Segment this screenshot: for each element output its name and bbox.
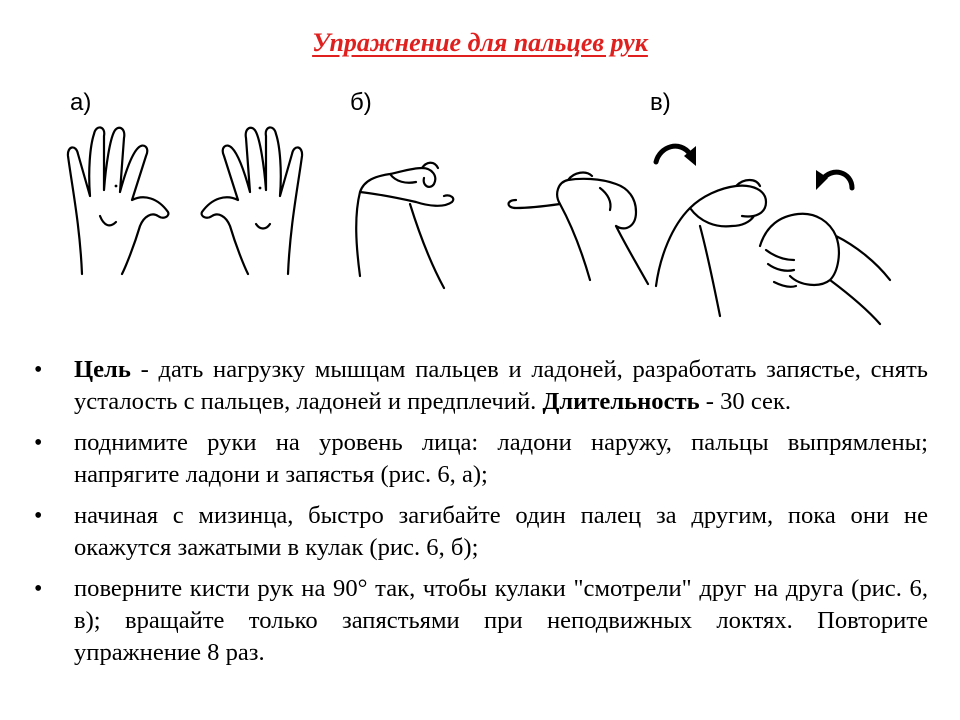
goal-label: Цель: [74, 356, 131, 383]
clenching-fingers-illustration: [356, 163, 648, 288]
goal-text: - дать нагрузку мышцам пальцев и ладоней, разработать запястье, снять усталость с пальцев, ладоней и предплечий.: [74, 356, 928, 415]
duration-label: Длительность: [542, 388, 700, 415]
panel-label-b: б): [350, 89, 372, 116]
hand-figures: [60, 76, 900, 332]
rotating-fists-illustration: [656, 146, 890, 324]
list-item-step-3: • поверните кисти рук на 90° так, чтобы кулаки "смотрели" друг на друга (рис. 6, в); вращайте только запястьями при неподвижных локтях. Повторите упражнение 8 раз.: [30, 573, 928, 669]
open-palms-illustration: [68, 127, 302, 274]
list-item-step-2: • начиная с мизинца, быстро загибайте один палец за другим, пока они не окажутся зажатыми в кулак (рис. 6, б);: [30, 500, 928, 564]
list-item-goal: [30, 354, 928, 418]
duration-text: - 30 сек.: [699, 388, 792, 415]
panel-label-a: а): [70, 89, 92, 116]
panel-label-c: в): [650, 89, 671, 116]
page-title: Упражнение для пальцев рук: [312, 28, 648, 57]
list-item-step-1: • поднимите руки на уровень лица: ладони наружу, пальцы выпрямлены; напрягите ладони и запястья (рис. 6, а);: [30, 427, 928, 491]
instruction-list: [30, 354, 928, 678]
